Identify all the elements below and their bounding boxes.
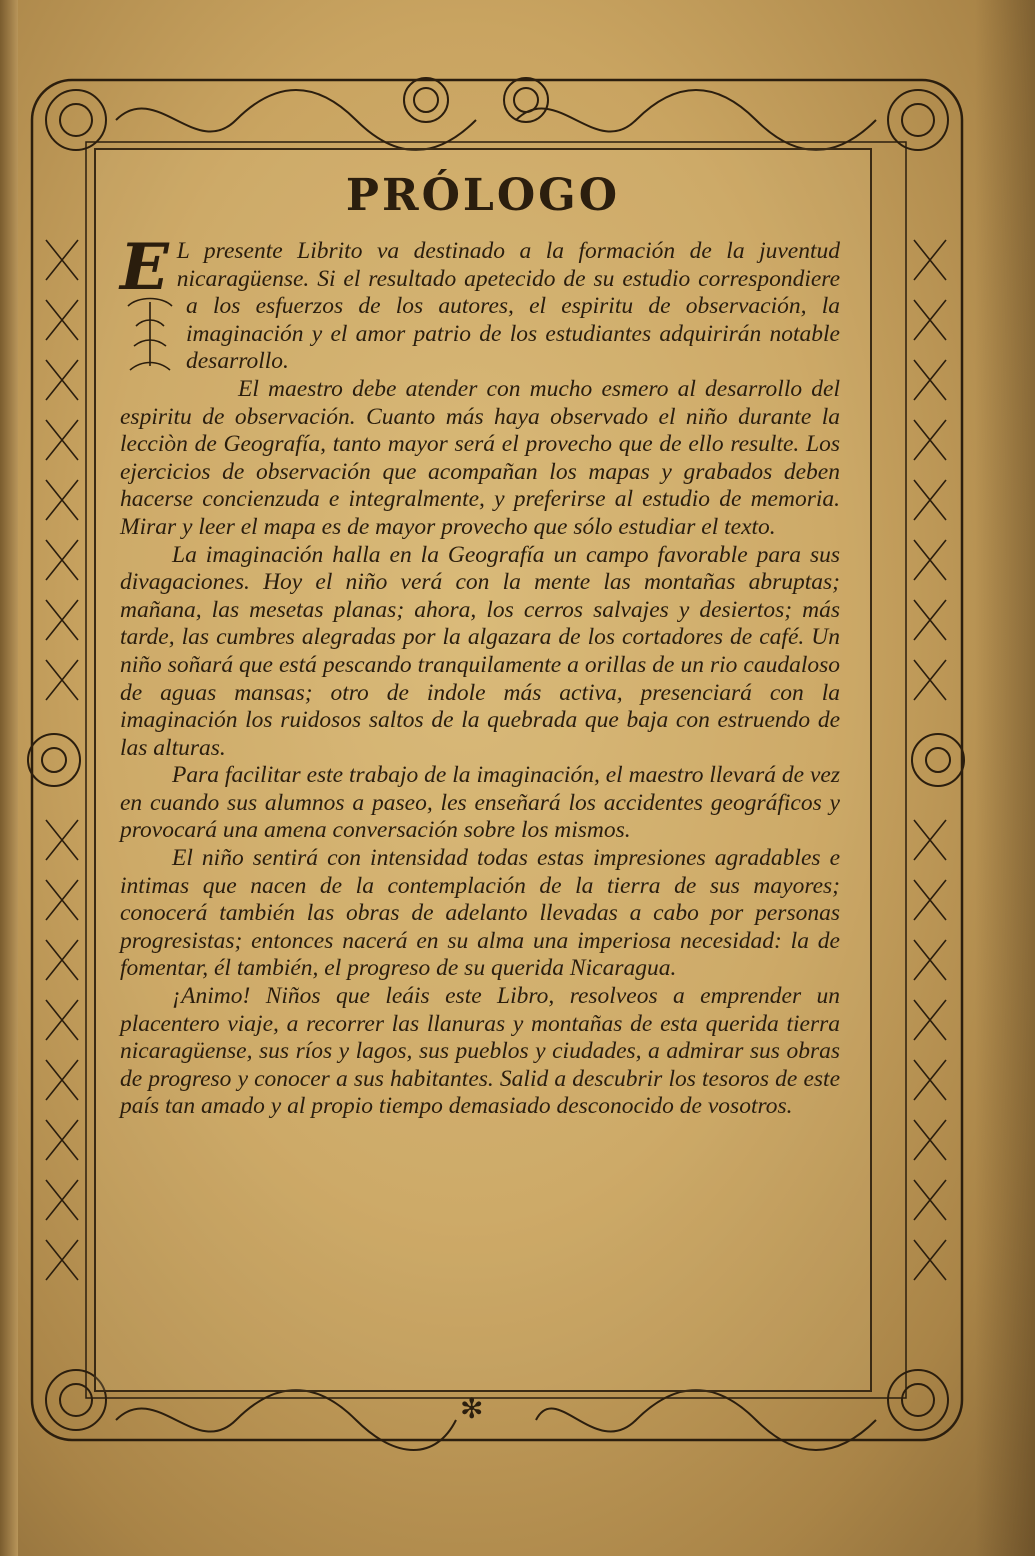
paragraph: El maestro debe atender con mucho esmero al desarrollo del espiritu de observación. Cuanto más haya observado el niño durante la lecciòn de Geografía, tanto mayor será el provecho que de ello resulte. Los ejercicios de observación que acompañan los mapas y grabados deben hacerse concienzuda e integralmente, y preferirse al estudio de memoria. Mirar y leer el mapa es de mayor provecho que sólo estudiar el texto. xyxy=(120,375,840,540)
paragraph: E L presente Librito va destinado a la formación de la juventud nicaragüense. Si el resultado apetecido de su estudio correspondiere a los esfuerzos de los autores, el espiritu de observación, la imaginación y el amor patrio de los estudiantes adquirirán notable desarrollo. xyxy=(120,230,840,375)
drop-cap: E xyxy=(120,230,169,305)
paragraph: Para facilitar este trabajo de la imaginación, el maestro llevará de vez en cuando sus alumnos a paseo, les enseñará los accidentes geográficos y provocará una amena conversación sobre los mismos. xyxy=(120,762,840,844)
page-title: PRÓLOGO xyxy=(345,170,621,221)
book-spine-edge xyxy=(0,0,18,1556)
bottom-center-ornament-icon: ✻ xyxy=(460,1392,484,1425)
prologue-panel xyxy=(94,148,872,1392)
page-shadow xyxy=(975,0,1035,1556)
paragraph: La imaginación halla en la Geografía un campo favorable para sus divagaciones. Hoy el niño verá con la mente las montañas abruptas; mañana, las mesetas planas; ahora, los cerros salvajes y desiertos; más tarde, las cumbres alegradas por la algazara de los cortadores de café. Un niño soñará que está pescando tranquilamente a orillas de un rio caudaloso de aguas mansas; otro de indole más activa, presenciará con la imaginación los ruidosos saltos de la quebrada que baja con estruendo de las alturas. xyxy=(120,541,840,761)
prologue-body xyxy=(120,230,840,1121)
paragraph: ¡Animo! Niños que leáis este Libro, resolveos a emprender un placentero viaje, a recorrer las llanuras y montañas de esta querida tierra nicaragüense, sus ríos y lagos, sus pueblos y ciudades, a admirar sus obras de progreso y conocer a sus habitantes. Salid a descubrir los tesoros de este país tan amado y al propio tiempo demasiado desconocido de vosotros. xyxy=(120,983,840,1120)
paragraph: El niño sentirá con intensidad todas estas impresiones agradables e intimas que nacen de la contemplación de la tierra de sus mayores; conocerá también las obras de adelanto llevadas a cabo por personas progresistas; entonces nacerá en su alma una imperiosa necesidad: la de fomentar, él también, el progreso de su querida Nicaragua. xyxy=(120,845,840,982)
drop-cap-ornament-icon xyxy=(122,296,178,376)
